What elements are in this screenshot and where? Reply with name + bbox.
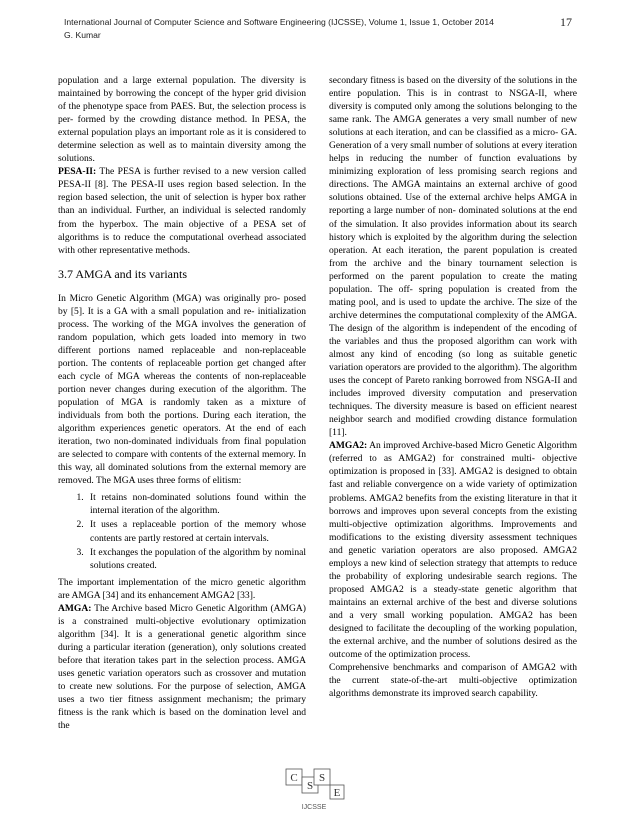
paragraph-implementation: The important implementation of the micro genetic algorithm are AMGA [34] and its enhancement AMGA2 [33]. (58, 576, 306, 601)
list-item: 1. It retains non-dominated solutions found within the internal iteration of the algorithm. (86, 491, 306, 517)
left-column (58, 74, 306, 732)
amga-text: The Archive based Micro Genetic Algorithm (AMGA) is a constrained multi-objective evolutionary optimization algorithm [34]. It is a generational genetic algorithm since during a particular iteration (generation), only solutions created before that iteration takes part in the selection process. AMGA uses genetic variation operators such as crossover and mutation to create new solutions. For the purpose of selection, AMGA uses a two tier fitness assignment mechanism; the primary fitness is the rank which is based on the domination level and the (58, 602, 306, 732)
logo-letter-s1: S (306, 780, 314, 792)
right-column (329, 74, 577, 700)
logo-caption: IJCSSE (301, 804, 327, 811)
list-item: 3. It exchanges the population of the algorithm by nominal solutions created. (86, 546, 306, 572)
author-name: G. Kumar (64, 30, 101, 40)
ijcsse-logo (282, 765, 350, 817)
elitism-list (58, 491, 306, 571)
running-header (64, 16, 584, 42)
paragraph-amga-continued: secondary fitness is based on the diversity of the solutions in the entire population. This is in contrast to NSGA-II, where diversity is computed only among the solutions belonging to the same rank. The AMGA generates a very small number of new solutions at each iteration, and can be classified as a micro- GA. Generation of a very small number of solutions at every iteration helps in reducing the number of function evaluations by minimizing exploration of less promising search regions and directions. The AMGA maintains an external archive of good solutions obtained. Use of the external archive helps AMGA in reporting a large number of non- dominated solutions at the end of the simulation. It also provides information about its search history which is exploited by the algorithm during the selection operation. At each iteration, the parent population is created from the archive and the binary tournament selection is performed on the parent population to create the mating population. The off- spring population is created from the mating pool, and is used to update the archive. The size of the archive determines the computational complexity of the AMGA. The design of the algorithm is independent of the encoding of the variables and thus the proposed algorithm can work with almost any kind of encoding (so long as suitable genetic variation operators are provided to the algorithm). The algorithm uses the concept of Pareto ranking borrowed from NSGA-II and includes improved diversity computation and preservation techniques. The diversity measure is based on efficient nearest neighbor search and modified crowding distance formulation [11]. (329, 75, 577, 439)
list-item: 2. It uses a replaceable portion of the memory whose contents are partly restored at certain intervals. (86, 518, 306, 544)
amga-term: AMGA: (58, 602, 92, 614)
paragraph-pesa-ii (58, 165, 306, 256)
amga2-text: An improved Archive-based Micro Genetic Algorithm (referred to as AMGA2) for constrained multi- objective optimization is proposed in [33]. AMGA2 is designed to obtain fast and reliable convergence on a wide variety of optimization problems. AMGA2 benefits from the existing literature in that it borrows and improves upon several concepts from the existing multi-objective optimization algorithms. Improvements and modifications to the existing diversity assessment techniques and genetic variation operators are also proposed. AMGA2 employs a new kind of selection strategy that attempts to reduce the probability of exploring undesirable search regions. The proposed AMGA2 is a steady-state genetic algorithm that maintains an external archive of the best and diverse solutions and a very small working population. AMGA2 has been designed to facilitate the decoupling of the working population, the external archive, and the number of solutions desired as the outcome of the optimization process. (329, 440, 577, 661)
journal-citation: International Journal of Computer Science and Software Engineering (IJCSSE), Volume 1, Issue 1, October 2014 (64, 17, 494, 27)
paragraph-amga2 (329, 439, 577, 661)
paragraph-mga: In Micro Genetic Algorithm (MGA) was originally pro- posed by [5]. It is a GA with a small population and re- initialization process. The working of the MGA involves the generation of random population, which gets loaded into memory in two different portions named replaceable and non-replaceable portion. The contents of replaceable portion get changed after each cycle of MGA whereas the contents of non-replaceable portion never changes during execution of the algorithm. The population of MGA is randomly taken as a mixture of individuals from both the portions. During each iteration, the algorithm experiences genetic operators. At the end of each iteration, two non-dominated individuals from final population are selected to compare with contents of the external memory. In this way, all dominated solutions from the external memory are removed. The MGA uses three forms of elitism: (58, 292, 306, 487)
paragraph-benchmarks: Comprehensive benchmarks and comparison of AMGA2 with the current state-of-the-art multi-objective optimization algorithms demonstrate its improved search capability. (329, 662, 577, 700)
logo-letter-c: C (290, 772, 298, 784)
page-number: 17 (560, 15, 572, 29)
pesa-ii-term: PESA-II: (58, 166, 97, 178)
logo-letter-e: E (333, 787, 341, 799)
amga2-term: AMGA2: (329, 440, 368, 452)
section-heading: 3.7 AMGA and its variants (58, 266, 187, 281)
paragraph-pesa: population and a large external population. The diversity is maintained by borrowing the concept of the hyper grid division of the phenotype space from PAES. But, the selection process is per- formed by the crowding distance method. In PESA, the external population plays an important role as it is considered to determine selection as well as to maintain diversity among the solutions. (58, 75, 306, 165)
logo-letter-s2: S (318, 772, 326, 784)
paragraph-amga (58, 602, 306, 732)
pesa-ii-text: The PESA is further revised to a new version called PESA-II [8]. The PESA-II uses region based selection. In the region based selection, the unit of selection is hyper box rather than an individual. Further, an individual is selected randomly from the hyperbox. The main objective of a PESA set of algorithms is to reduce the computational overhead associated with other representative methods. (58, 166, 306, 256)
